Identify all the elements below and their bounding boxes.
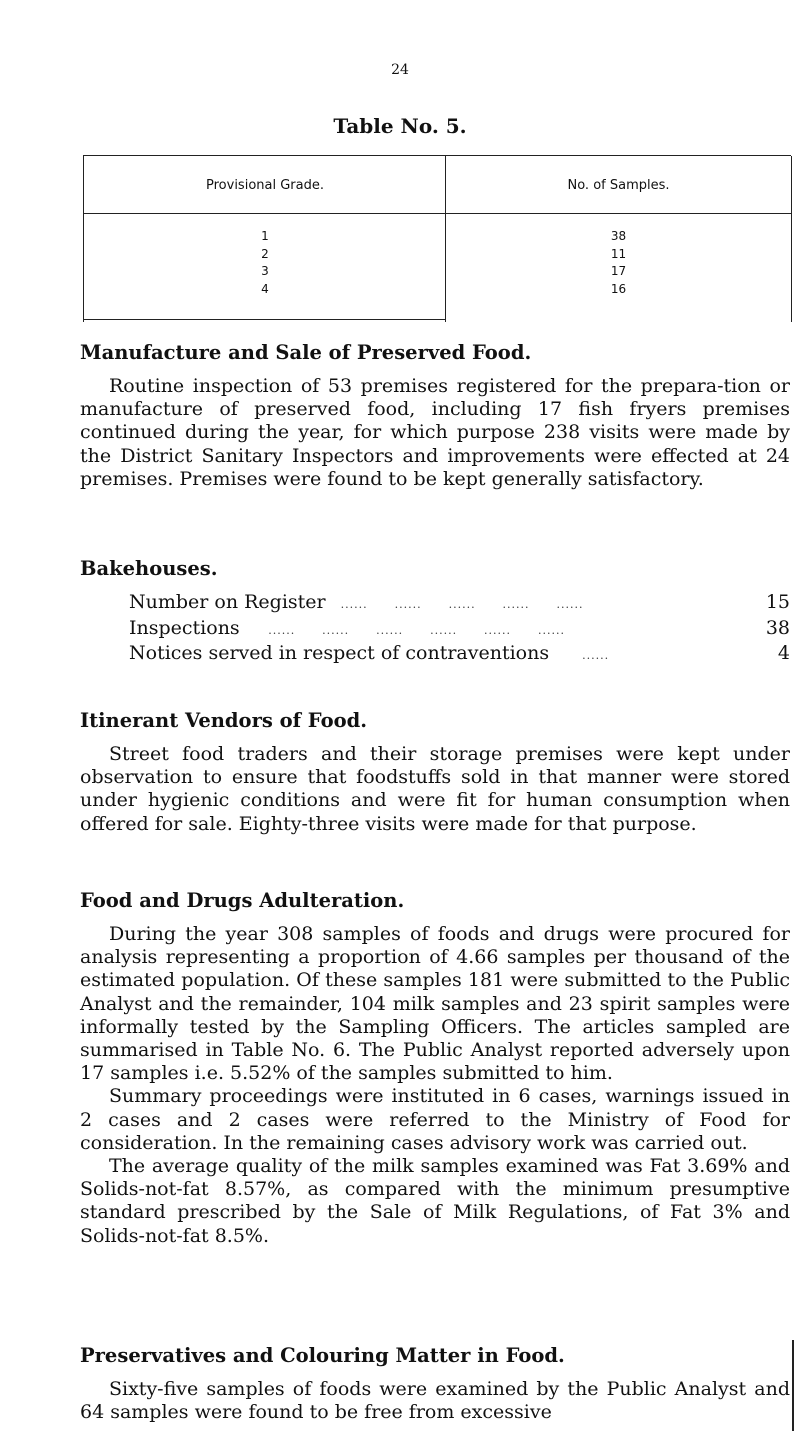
section-paragraph: Street food traders and their storage premises were kept under observation to ensure that foodstuffs sold in that manner were stored under hygienic conditions and were fit for human consumption when offered for sale. Eighty-three visits were made for that purpose.: [80, 743, 790, 835]
preserved-food-section: [80, 340, 790, 491]
section-heading: Preservatives and Colouring Matter in Food.: [80, 1344, 565, 1367]
samples-header: No. of Samples.: [567, 178, 670, 193]
section-paragraph: Summary proceedings were instituted in 6 cases, warnings issued in 2 cases and 2 cases were referred to the Ministry of Food for consideration. In the remaining cases advisory work was carried out.: [80, 1085, 790, 1154]
table-bottom-rule: [83, 319, 445, 320]
preservatives-section: [80, 1343, 790, 1424]
section-heading: Food and Drugs Adulteration.: [80, 889, 405, 912]
table-cell: 3: [261, 264, 269, 278]
table-cell: 11: [610, 246, 627, 261]
header-divider: [84, 213, 446, 214]
row-value: 15: [765, 591, 790, 613]
itinerant-section: [80, 708, 790, 836]
grade-cells: [84, 228, 446, 298]
section-paragraph: During the year 308 samples of foods and drugs were procured for analysis representing a proportion of 4.66 samples per thousand of the estimated population. Of these samples 181 were submitted to the Public Analyst and the remainder, 104 milk samples and 23 spirit samples were informally tested by the Sampling Officers. The articles sampled are summarised in Table No. 6. The Public Analyst reported adversely upon 17 samples i.e. 5.52% of the samples submitted to him.: [80, 923, 790, 1085]
section-paragraph: The average quality of the milk samples examined was Fat 3.69% and Solids-not-fat 8.57%, as compared with the minimum presumptive standard prescribed by the Sale of Milk Regulations, of Fat 3% and Solids-not-fat 8.5%.: [80, 1155, 790, 1247]
section-heading: Manufacture and Sale of Preserved Food.: [80, 341, 532, 364]
adulteration-section: [80, 888, 790, 1248]
header-divider: [446, 213, 791, 214]
row-label: Inspections: [129, 616, 240, 639]
samples-cells: [446, 228, 791, 298]
page-number: 24: [391, 62, 409, 78]
table-cell: 17: [610, 264, 627, 278]
table-title: Table No. 5.: [333, 114, 467, 138]
section-heading: Bakehouses.: [80, 557, 218, 580]
row-label: Number on Register: [129, 591, 326, 613]
row-value: 4: [777, 642, 790, 664]
table-cell: 16: [610, 281, 627, 296]
section-paragraph: Routine inspection of 53 premises registered for the prepara-tion or manufacture of preserved food, including 17 fish fryers premises continued during the year, for which purpose 238 visits were made by the District Sanitary Inspectors and improvements were effected at 24 premises. Premises were found to be kept generally satisfactory.: [80, 375, 790, 490]
bakehouses-section: [80, 556, 790, 668]
bakehouse-row: Notices served in respect of contraventions ...... 4: [129, 642, 790, 664]
bakehouse-row: Inspections ...... ...... ...... ...... ...... ...... 38: [129, 616, 790, 639]
row-label: Notices served in respect of contraventions: [129, 642, 550, 664]
grade-header: Provisional Grade.: [206, 178, 324, 193]
page-edge-mark: [792, 1340, 794, 1431]
table-cell: 38: [610, 229, 627, 243]
grade-table: [83, 155, 791, 322]
section-heading: Itinerant Vendors of Food.: [80, 709, 368, 732]
row-value: 38: [765, 616, 790, 639]
section-paragraph: Sixty-five samples of foods were examined by the Public Analyst and 64 samples were found to be free from excessive: [80, 1378, 790, 1424]
table-cell: 2: [261, 246, 269, 261]
table-cell: 4: [261, 281, 269, 296]
samples-column: [445, 156, 792, 322]
bakehouse-row: Number on Register ...... ...... ...... ...... ...... 15: [129, 591, 790, 613]
grade-column: [83, 156, 446, 322]
table-cell: 1: [261, 229, 269, 243]
